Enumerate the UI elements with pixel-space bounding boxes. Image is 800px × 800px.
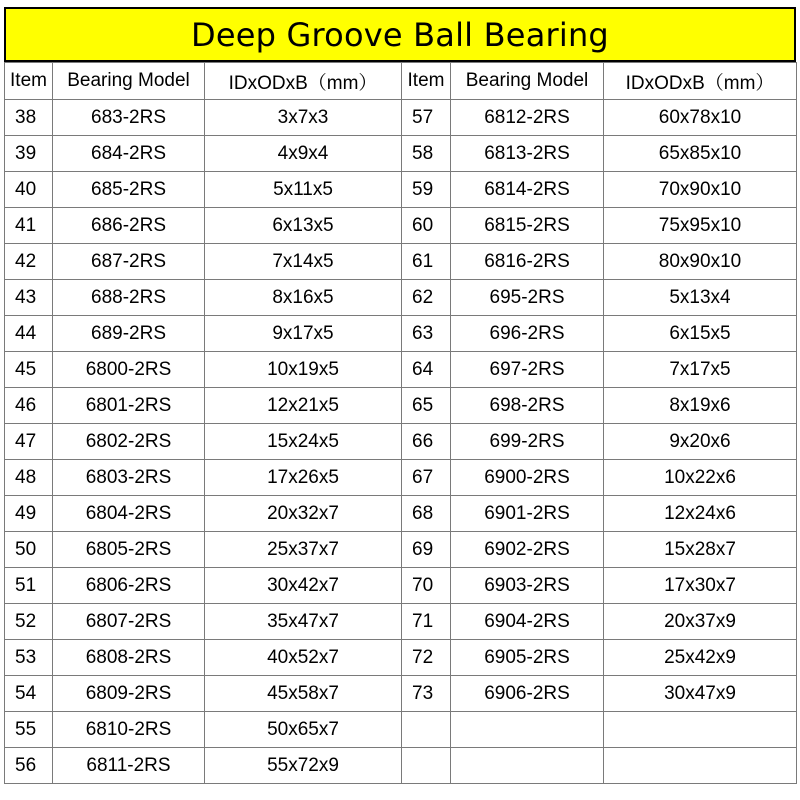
item-cell: 60 [402,208,451,244]
item-cell: 56 [5,748,53,784]
dimensions-cell: 4x9x4 [205,136,402,172]
dimensions-cell: 75x95x10 [604,208,797,244]
bearing-model-cell: 6805-2RS [53,532,205,568]
dimensions-cell: 7x14x5 [205,244,402,280]
bearing-sheet [4,7,796,784]
bearing-model-cell: 6801-2RS [53,388,205,424]
bearing-model-cell: 6900-2RS [451,460,604,496]
header-item: Item [5,63,53,100]
item-cell: 65 [402,388,451,424]
dimensions-cell: 9x20x6 [604,424,797,460]
table-row [5,532,797,568]
bearing-model-cell: 688-2RS [53,280,205,316]
bearing-model-cell: 687-2RS [53,244,205,280]
dimensions-cell: 60x78x10 [604,100,797,136]
item-cell: 50 [5,532,53,568]
dimensions-cell: 6x13x5 [205,208,402,244]
bearing-model-cell: 6903-2RS [451,568,604,604]
item-cell: 47 [5,424,53,460]
dimensions-cell: 8x19x6 [604,388,797,424]
item-cell: 41 [5,208,53,244]
bearing-model-cell: 6806-2RS [53,568,205,604]
header-dimensions: IDxODxB（mm） [205,63,402,100]
bearing-model-cell [451,712,604,748]
dimensions-cell: 5x11x5 [205,172,402,208]
item-cell: 73 [402,676,451,712]
item-cell: 48 [5,460,53,496]
table-row [5,316,797,352]
header-row [5,63,797,100]
page-title: Deep Groove Ball Bearing [4,7,796,62]
dimensions-cell: 3x7x3 [205,100,402,136]
bearing-model-cell: 689-2RS [53,316,205,352]
bearing-model-cell: 686-2RS [53,208,205,244]
item-cell: 55 [5,712,53,748]
dimensions-cell: 20x37x9 [604,604,797,640]
dimensions-cell: 45x58x7 [205,676,402,712]
bearing-model-cell: 6800-2RS [53,352,205,388]
item-cell: 57 [402,100,451,136]
dimensions-cell: 30x42x7 [205,568,402,604]
item-cell: 53 [5,640,53,676]
bearing-model-cell: 697-2RS [451,352,604,388]
item-cell: 67 [402,460,451,496]
item-cell: 39 [5,136,53,172]
item-cell: 45 [5,352,53,388]
table-row [5,208,797,244]
bearing-model-cell: 6814-2RS [451,172,604,208]
dimensions-cell: 10x22x6 [604,460,797,496]
table-row [5,244,797,280]
bearing-model-cell: 6816-2RS [451,244,604,280]
dimensions-cell: 65x85x10 [604,136,797,172]
dimensions-cell: 17x30x7 [604,568,797,604]
item-cell: 42 [5,244,53,280]
bearing-model-cell: 685-2RS [53,172,205,208]
bearing-model-cell: 6902-2RS [451,532,604,568]
dimensions-cell: 5x13x4 [604,280,797,316]
item-cell: 52 [5,604,53,640]
bearing-model-cell: 6804-2RS [53,496,205,532]
bearing-model-cell: 6813-2RS [451,136,604,172]
bearing-model-cell: 6809-2RS [53,676,205,712]
dimensions-cell [604,712,797,748]
dimensions-cell: 50x65x7 [205,712,402,748]
bearing-model-cell [451,748,604,784]
bearing-table [4,62,797,784]
bearing-model-cell: 6905-2RS [451,640,604,676]
item-cell: 40 [5,172,53,208]
item-cell: 38 [5,100,53,136]
bearing-model-cell: 6807-2RS [53,604,205,640]
table-row [5,640,797,676]
dimensions-cell: 10x19x5 [205,352,402,388]
item-cell: 70 [402,568,451,604]
table-row [5,604,797,640]
dimensions-cell: 55x72x9 [205,748,402,784]
item-cell: 64 [402,352,451,388]
item-cell: 43 [5,280,53,316]
item-cell: 58 [402,136,451,172]
item-cell: 59 [402,172,451,208]
header-item: Item [402,63,451,100]
table-row [5,568,797,604]
bearing-model-cell: 6906-2RS [451,676,604,712]
bearing-model-cell: 699-2RS [451,424,604,460]
header-bearing-model: Bearing Model [53,63,205,100]
bearing-model-cell: 6802-2RS [53,424,205,460]
table-row [5,496,797,532]
dimensions-cell: 8x16x5 [205,280,402,316]
dimensions-cell: 20x32x7 [205,496,402,532]
bearing-model-cell: 6901-2RS [451,496,604,532]
table-row [5,172,797,208]
bearing-model-cell: 698-2RS [451,388,604,424]
item-cell: 72 [402,640,451,676]
table-row [5,460,797,496]
dimensions-cell: 12x21x5 [205,388,402,424]
table-row [5,280,797,316]
header-bearing-model: Bearing Model [451,63,604,100]
dimensions-cell: 17x26x5 [205,460,402,496]
table-row [5,100,797,136]
dimensions-cell: 12x24x6 [604,496,797,532]
item-cell: 63 [402,316,451,352]
bearing-model-cell: 683-2RS [53,100,205,136]
dimensions-cell: 9x17x5 [205,316,402,352]
dimensions-cell: 70x90x10 [604,172,797,208]
item-cell: 68 [402,496,451,532]
dimensions-cell: 7x17x5 [604,352,797,388]
item-cell: 62 [402,280,451,316]
item-cell [402,748,451,784]
bearing-model-cell: 6812-2RS [451,100,604,136]
bearing-model-cell: 684-2RS [53,136,205,172]
item-cell: 46 [5,388,53,424]
dimensions-cell: 40x52x7 [205,640,402,676]
table-row [5,352,797,388]
bearing-model-cell: 696-2RS [451,316,604,352]
dimensions-cell: 15x24x5 [205,424,402,460]
dimensions-cell [604,748,797,784]
bearing-model-cell: 6815-2RS [451,208,604,244]
item-cell: 49 [5,496,53,532]
dimensions-cell: 35x47x7 [205,604,402,640]
dimensions-cell: 25x42x9 [604,640,797,676]
item-cell: 61 [402,244,451,280]
item-cell: 44 [5,316,53,352]
table-row [5,712,797,748]
table-row [5,424,797,460]
table-row [5,676,797,712]
table-row [5,136,797,172]
item-cell: 71 [402,604,451,640]
dimensions-cell: 80x90x10 [604,244,797,280]
table-row [5,388,797,424]
item-cell: 51 [5,568,53,604]
bearing-model-cell: 6811-2RS [53,748,205,784]
item-cell: 66 [402,424,451,460]
bearing-model-cell: 695-2RS [451,280,604,316]
dimensions-cell: 15x28x7 [604,532,797,568]
item-cell [402,712,451,748]
bearing-model-cell: 6803-2RS [53,460,205,496]
header-dimensions: IDxODxB（mm） [604,63,797,100]
bearing-model-cell: 6808-2RS [53,640,205,676]
dimensions-cell: 6x15x5 [604,316,797,352]
item-cell: 69 [402,532,451,568]
table-row [5,748,797,784]
item-cell: 54 [5,676,53,712]
dimensions-cell: 30x47x9 [604,676,797,712]
dimensions-cell: 25x37x7 [205,532,402,568]
bearing-model-cell: 6904-2RS [451,604,604,640]
bearing-model-cell: 6810-2RS [53,712,205,748]
